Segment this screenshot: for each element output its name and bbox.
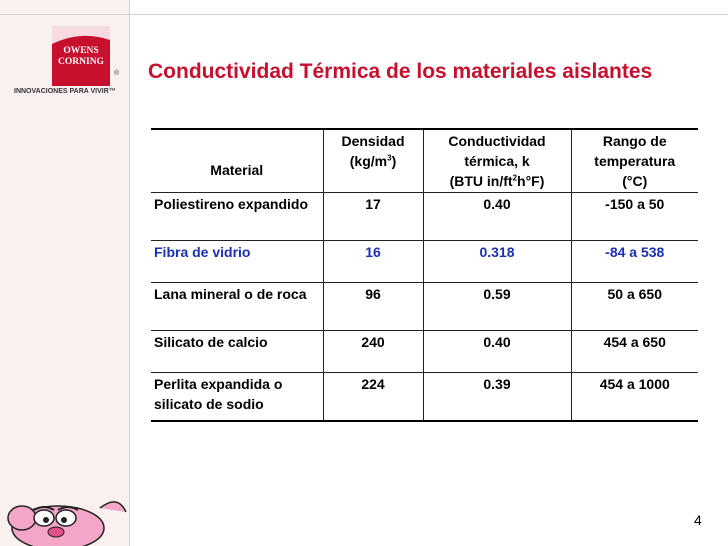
- conductivity-table: [151, 128, 698, 422]
- cell-conductividad: 0.39: [423, 373, 571, 421]
- logo-tagline: INNOVACIONES PARA VIVIR™: [14, 88, 116, 95]
- pink-panther-icon: [0, 488, 130, 546]
- cell-rango: 50 a 650: [571, 283, 698, 331]
- cell-rango: -84 a 538: [571, 241, 698, 283]
- cell-material: Poliestireno expandido: [151, 193, 323, 241]
- cell-material: Fibra de vidrio: [151, 241, 323, 283]
- header-conductividad-units: (BTU $in/ft^2h^\circ F$): [449, 173, 545, 189]
- cell-material: Lana mineral o de roca: [151, 283, 323, 331]
- table-row: [151, 373, 698, 421]
- logo-line1: OWENS: [63, 46, 99, 56]
- cell-rango: 454 a 650: [571, 331, 698, 373]
- logo-line2: CORNING: [58, 57, 104, 67]
- table-row: [151, 331, 698, 373]
- header-densidad-units: $(kg/m^3)$: [349, 153, 397, 169]
- vertical-divider: [129, 0, 130, 546]
- table-row: [151, 193, 698, 241]
- cell-conductividad: 0.59: [423, 283, 571, 331]
- table-row-highlighted: [151, 241, 698, 283]
- logo-text: [52, 46, 110, 68]
- cell-densidad: 240: [323, 331, 423, 373]
- cell-densidad: 96: [323, 283, 423, 331]
- cell-conductividad: 0.318: [423, 241, 571, 283]
- page-title: Conductividad Térmica de los materiales aislantes: [148, 60, 653, 83]
- horizontal-divider: [0, 14, 728, 15]
- table-header-row: [151, 129, 698, 193]
- cell-rango: 454 a 1000: [571, 373, 698, 421]
- table-row: [151, 283, 698, 331]
- cell-conductividad: 0.40: [423, 331, 571, 373]
- page-number: 4: [694, 512, 702, 528]
- cell-rango: -150 a 50: [571, 193, 698, 241]
- header-material: Material: [151, 129, 323, 193]
- header-conductividad: Conductividad térmica, k (BTU $in/ft^2h^\circ F$): [423, 129, 571, 193]
- logo-registered: ®: [114, 70, 120, 77]
- cell-material: Silicato de calcio: [151, 331, 323, 373]
- cell-conductividad: 0.40: [423, 193, 571, 241]
- cell-material: Perlita expandida o silicato de sodio: [151, 373, 323, 421]
- cell-densidad: 224: [323, 373, 423, 421]
- header-densidad: Densidad $(kg/m^3)$: [323, 129, 423, 193]
- header-rango: Rango de temperatura (°C): [571, 129, 698, 193]
- logo-box: [52, 26, 110, 86]
- cell-densidad: 17: [323, 193, 423, 241]
- cell-densidad: 16: [323, 241, 423, 283]
